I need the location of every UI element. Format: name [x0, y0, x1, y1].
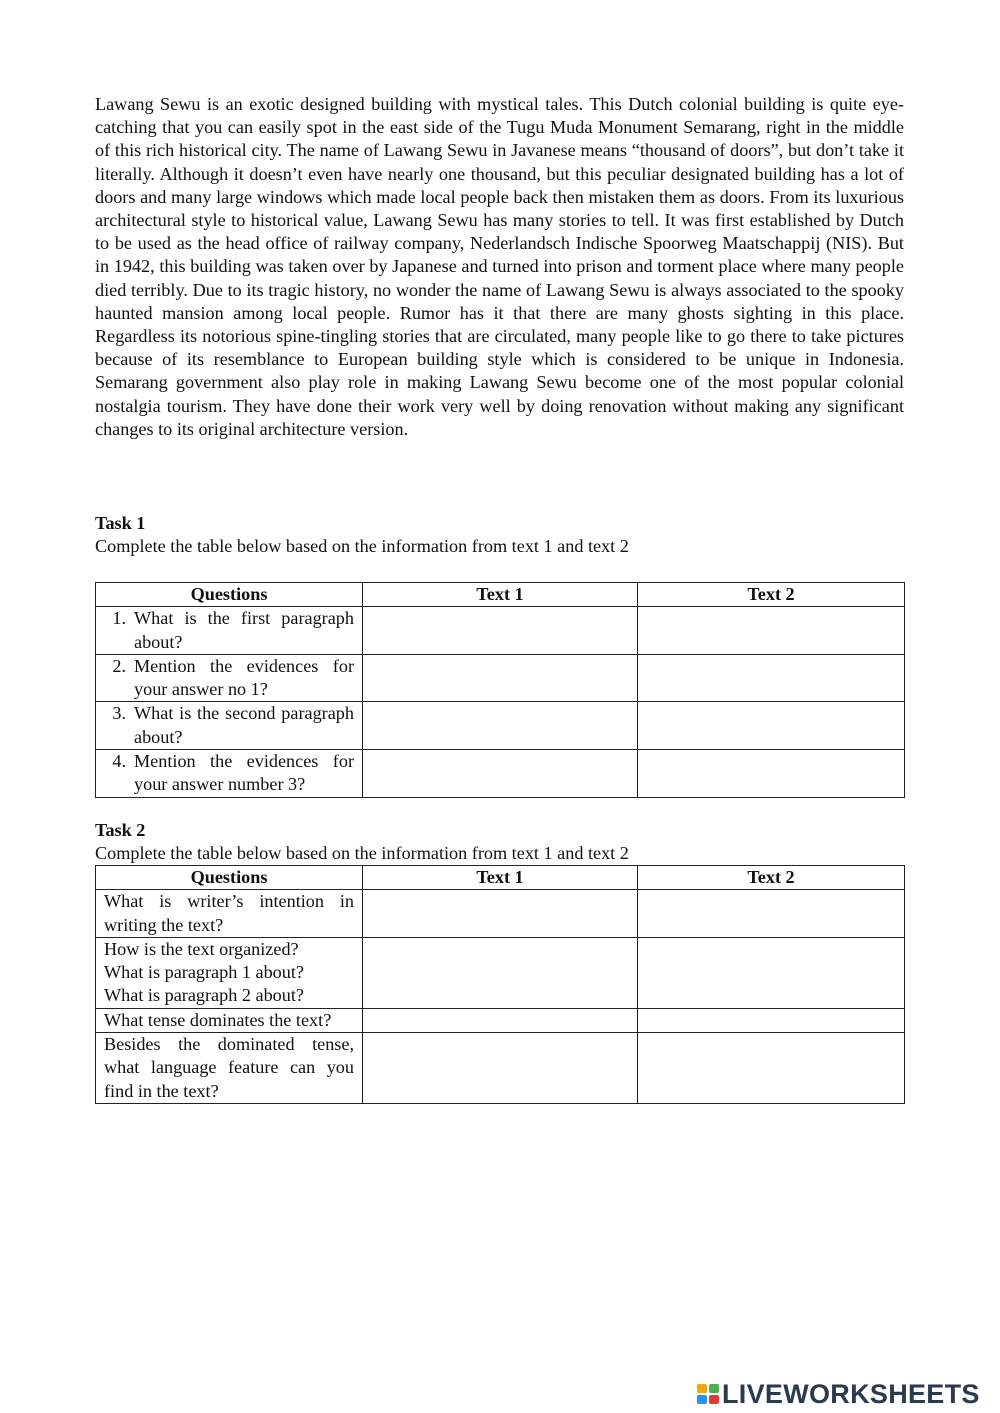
answer-cell-text-2[interactable] [638, 890, 905, 938]
question-text: What is the second paragraph about? [134, 703, 354, 747]
table-row [96, 702, 905, 750]
table-row [96, 607, 905, 655]
liveworksheets-logo-text: LIVEWORKSHEETS [722, 1378, 980, 1409]
question-number: 1. [112, 608, 126, 629]
table-row [96, 890, 905, 938]
task-1-instruction: Complete the table below based on the information from text 1 and text 2 [95, 536, 629, 556]
answer-cell-text-2[interactable] [638, 654, 905, 702]
question-text: Mention the evidences for your answer number 3? [134, 751, 354, 795]
question-cell [96, 702, 363, 750]
liveworksheets-logo-icon [697, 1384, 719, 1404]
question-line: How is the text organized? [104, 938, 299, 959]
answer-cell-text-1[interactable] [363, 1033, 638, 1104]
answer-cell-text-2[interactable] [638, 607, 905, 655]
task-2-title: Task 2 [95, 820, 146, 840]
question-number: 4. [112, 751, 126, 772]
reading-passage: Lawang Sewu is an exotic designed building with mystical tales. This Dutch colonial building is quite eye-catching that you can easily spot in the east side of the Tugu Muda Monument Semarang, right in the middle of this rich historical city. The name of Lawang Sewu in Javanese means “thousand of doors”, but don’t take it literally. Although it doesn’t even have nearly one thousand, but this peculiar designated building has a lot of doors and many large windows which made local people back then mistaken them as doors. From its luxurious architectural style to historical value, Lawang Sewu has many stories to tell. It was first established by Dutch to be used as the head office of railway company, Nederlandsch Indische Spoorweg Maatschappij (NIS). But in 1942, this building was taken over by Japanese and turned into prison and torment place where many people died terribly. Due to its tragic history, no wonder the name of Lawang Sewu is always associated to the spooky haunted mansion among local people. Rumor has it that there are many ghosts sighting in this place. Regardless its notorious spine-tingling stories that are circulated, many people like to go there to take pictures because of its resemblance to European building style which is considered to be unique in Indonesia. Semarang government also play role in making Lawang Sewu become one of the most popular colonial nostalgia tourism. They have done their work very well by doing renovation without making any significant changes to its original architecture version. [95, 94, 904, 439]
question-cell [96, 750, 363, 798]
table-header-row [96, 583, 905, 607]
answer-cell-text-1[interactable] [363, 702, 638, 750]
answer-cell-text-2[interactable] [638, 1008, 905, 1032]
header-text-1: Text 1 [363, 866, 638, 890]
logo-square-4 [709, 1395, 719, 1404]
logo-square-2 [709, 1384, 719, 1393]
question-text: What is writer’s intention in writing the text? [96, 890, 363, 938]
question-line: What is paragraph 2 about? [104, 985, 304, 1006]
question-text: Besides the dominated tense, what language feature can you find in the text? [96, 1033, 363, 1104]
answer-cell-text-1[interactable] [363, 654, 638, 702]
task-2-table [95, 865, 905, 1104]
question-text: What tense dominates the text? [96, 1008, 363, 1032]
answer-cell-text-2[interactable] [638, 750, 905, 798]
table-row [96, 750, 905, 798]
question-number: 2. [112, 655, 126, 676]
question-number: 3. [112, 703, 126, 724]
answer-cell-text-2[interactable] [638, 937, 905, 1008]
question-line: What is paragraph 1 about? [104, 962, 304, 983]
task-1-title: Task 1 [95, 513, 146, 533]
question-text: Mention the evidences for your answer no 1? [134, 655, 354, 700]
logo-square-1 [697, 1384, 707, 1393]
table-row [96, 1008, 905, 1032]
answer-cell-text-2[interactable] [638, 1033, 905, 1104]
task-1-table [95, 582, 905, 798]
table-row [96, 1033, 905, 1104]
question-cell [96, 654, 363, 702]
header-text-1: Text 1 [363, 583, 638, 607]
table-header-row [96, 866, 905, 890]
question-cell [96, 937, 363, 1008]
answer-cell-text-2[interactable] [638, 702, 905, 750]
question-text: What is the first paragraph about? [134, 608, 354, 652]
task-2-instruction: Complete the table below based on the information from text 1 and text 2 [95, 843, 629, 863]
header-text-2: Text 2 [638, 583, 905, 607]
header-questions: Questions [96, 583, 363, 607]
table-row [96, 654, 905, 702]
answer-cell-text-1[interactable] [363, 607, 638, 655]
question-cell [96, 607, 363, 655]
table-row [96, 937, 905, 1008]
header-questions: Questions [96, 866, 363, 890]
answer-cell-text-1[interactable] [363, 937, 638, 1008]
header-text-2: Text 2 [638, 866, 905, 890]
answer-cell-text-1[interactable] [363, 890, 638, 938]
answer-cell-text-1[interactable] [363, 1008, 638, 1032]
liveworksheets-logo[interactable] [697, 1379, 980, 1409]
answer-cell-text-1[interactable] [363, 750, 638, 798]
logo-square-3 [697, 1395, 707, 1404]
